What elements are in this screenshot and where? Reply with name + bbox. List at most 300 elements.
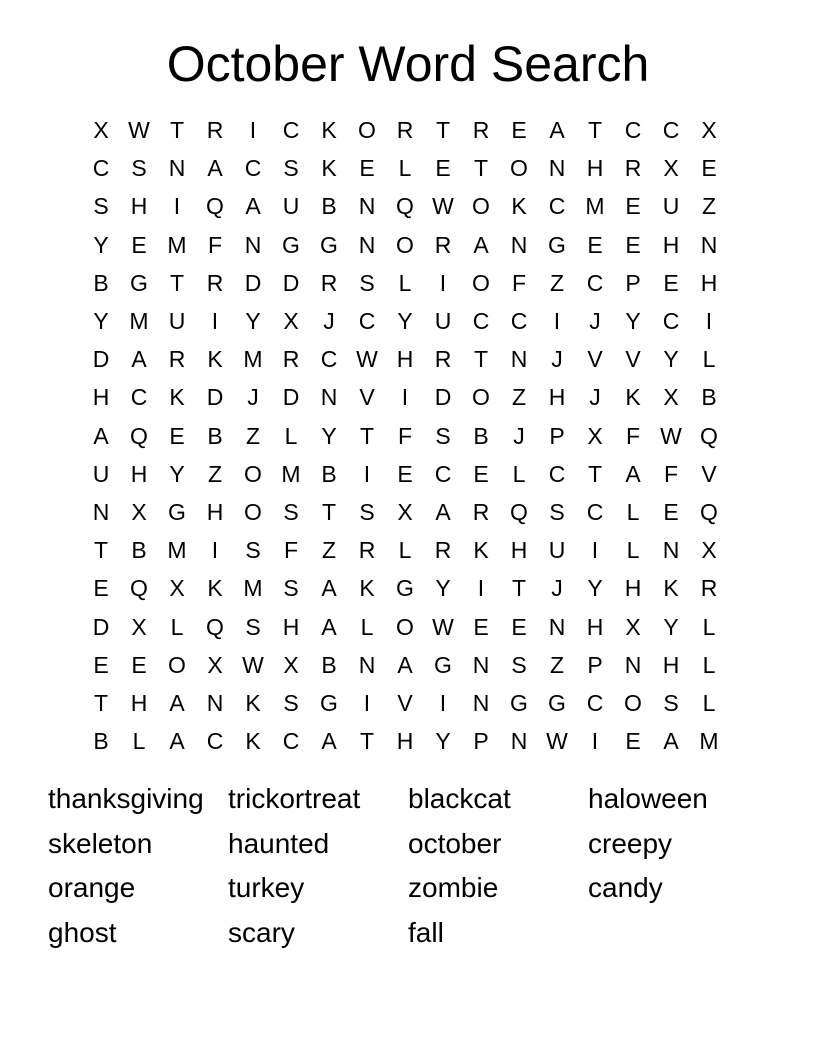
grid-letter: I <box>477 575 485 602</box>
grid-letter: N <box>92 498 110 525</box>
word-list-item: creepy <box>588 827 673 859</box>
grid-letter: Y <box>93 231 109 258</box>
grid-letter: Q <box>130 575 148 602</box>
grid-letter: U <box>548 537 566 564</box>
grid-letter: L <box>398 537 412 564</box>
grid-letter: A <box>321 728 337 755</box>
grid-letter: X <box>283 308 299 335</box>
word-list-item: october <box>408 827 502 859</box>
grid-letter: H <box>282 613 300 640</box>
grid-letter: F <box>207 231 223 258</box>
grid-letter: S <box>245 537 261 564</box>
grid-letter: Y <box>435 575 451 602</box>
grid-letter: G <box>434 651 452 678</box>
grid-letter: O <box>396 613 414 640</box>
grid-letter: O <box>244 498 262 525</box>
grid-letter: R <box>472 498 490 525</box>
word-list-item: zombie <box>408 872 499 904</box>
grid-letter: S <box>663 689 679 716</box>
grid-letter: V <box>701 460 717 487</box>
grid-letter: W <box>546 728 568 755</box>
grid-letter: W <box>432 613 454 640</box>
grid-letter: I <box>211 537 219 564</box>
grid-letter: H <box>396 346 414 373</box>
grid-letter: W <box>128 117 150 144</box>
grid-letter: H <box>130 193 148 220</box>
grid-letter: H <box>662 231 680 258</box>
grid-letter: M <box>585 193 605 220</box>
grid-letter: Y <box>321 422 337 449</box>
grid-letter: Y <box>245 308 261 335</box>
grid-letter: S <box>283 498 299 525</box>
grid-letter: C <box>244 155 262 182</box>
grid-letter: A <box>245 193 261 220</box>
grid-letter: T <box>473 346 489 373</box>
grid-letter: R <box>206 117 224 144</box>
grid-row <box>82 607 728 645</box>
grid-letter: L <box>626 498 640 525</box>
word-list-item: orange <box>48 872 136 904</box>
grid-letter: X <box>131 613 147 640</box>
grid-letter: R <box>434 346 452 373</box>
grid-letter: B <box>131 537 147 564</box>
grid-letter: P <box>473 728 489 755</box>
grid-letter: I <box>439 689 447 716</box>
grid-letter: C <box>624 117 642 144</box>
grid-letter: E <box>625 193 641 220</box>
word-list-item: skeleton <box>48 827 153 859</box>
grid-letter: S <box>283 689 299 716</box>
grid-letter: O <box>472 269 490 296</box>
word-list-item: trickortreat <box>228 783 361 814</box>
grid-letter: S <box>359 498 375 525</box>
grid-letter: N <box>510 346 528 373</box>
grid-letter: G <box>548 689 566 716</box>
grid-letter: L <box>398 155 412 182</box>
grid-row <box>82 646 728 684</box>
word-list-item: thanksgiving <box>48 783 204 814</box>
grid-letter: C <box>282 728 300 755</box>
grid-letter: X <box>93 117 109 144</box>
grid-letter: E <box>93 575 109 602</box>
grid-letter: B <box>321 460 337 487</box>
grid-letter: J <box>323 308 335 335</box>
grid-letter: A <box>93 422 109 449</box>
grid-letter: E <box>93 651 109 678</box>
grid-letter: T <box>435 117 451 144</box>
grid-letter: R <box>168 346 186 373</box>
grid-letter: M <box>243 575 263 602</box>
grid-letter: C <box>472 308 490 335</box>
grid-letter: A <box>207 155 223 182</box>
grid-letter: E <box>473 460 489 487</box>
grid-letter: C <box>586 269 604 296</box>
grid-letter: X <box>625 613 641 640</box>
grid-letter: E <box>131 651 147 678</box>
grid-letter: T <box>321 498 337 525</box>
grid-letter: E <box>625 231 641 258</box>
grid-letter: P <box>625 269 641 296</box>
grid-row <box>82 226 728 264</box>
grid-letter: F <box>397 422 413 449</box>
grid-letter: G <box>282 231 300 258</box>
grid-letter: X <box>701 537 717 564</box>
grid-letter: F <box>625 422 641 449</box>
grid-letter: B <box>701 384 717 411</box>
grid-letter: J <box>589 308 601 335</box>
grid-letter: Y <box>663 613 679 640</box>
grid-letter: D <box>92 613 110 640</box>
grid-letter: Y <box>663 346 679 373</box>
grid-letter: H <box>700 269 718 296</box>
grid-letter: T <box>473 155 489 182</box>
grid-letter: T <box>169 269 185 296</box>
grid-letter: S <box>549 498 565 525</box>
grid-letter: C <box>510 308 528 335</box>
grid-letter: N <box>700 231 718 258</box>
grid-letter: U <box>662 193 680 220</box>
grid-letter: V <box>359 384 375 411</box>
grid-letter: L <box>702 346 716 373</box>
grid-letter: R <box>282 346 300 373</box>
grid-letter: G <box>510 689 528 716</box>
grid-letter: R <box>624 155 642 182</box>
grid-row <box>82 149 728 187</box>
grid-letter: A <box>321 613 337 640</box>
grid-letter: E <box>359 155 375 182</box>
grid-letter: A <box>397 651 413 678</box>
grid-letter: L <box>702 651 716 678</box>
grid-letter: N <box>358 193 376 220</box>
grid-letter: L <box>284 422 298 449</box>
grid-letter: X <box>587 422 603 449</box>
grid-letter: D <box>206 384 224 411</box>
word-list-item: candy <box>588 872 663 904</box>
grid-letter: B <box>321 193 337 220</box>
grid-letter: I <box>363 689 371 716</box>
grid-letter: S <box>245 613 261 640</box>
grid-letter: R <box>206 269 224 296</box>
grid-letter: A <box>625 460 641 487</box>
grid-letter: J <box>551 346 563 373</box>
grid-letter: R <box>434 537 452 564</box>
grid-letter: F <box>283 537 299 564</box>
word-list-item: blackcat <box>408 783 511 814</box>
grid-letter: O <box>472 193 490 220</box>
grid-letter: B <box>207 422 223 449</box>
grid-letter: S <box>93 193 109 220</box>
grid-letter: W <box>432 193 454 220</box>
grid-letter: U <box>282 193 300 220</box>
grid-letter: Q <box>700 498 718 525</box>
grid-letter: I <box>249 117 257 144</box>
grid-letter: S <box>511 651 527 678</box>
page-title: October Word Search <box>166 36 650 92</box>
grid-letter: Y <box>397 308 413 335</box>
grid-letter: C <box>206 728 224 755</box>
grid-letter: O <box>472 384 490 411</box>
grid-letter: S <box>435 422 451 449</box>
grid-letter: Z <box>701 193 717 220</box>
grid-letter: C <box>92 155 110 182</box>
grid-letter: F <box>511 269 527 296</box>
grid-letter: E <box>511 613 527 640</box>
grid-letter: Y <box>435 728 451 755</box>
grid-letter: I <box>211 308 219 335</box>
grid-letter: G <box>548 231 566 258</box>
word-list-item: fall <box>408 917 444 949</box>
grid-letter: K <box>245 728 261 755</box>
grid-letter: R <box>358 537 376 564</box>
grid-letter: O <box>396 231 414 258</box>
grid-letter: H <box>92 384 110 411</box>
grid-letter: Y <box>587 575 603 602</box>
grid-letter: L <box>132 728 146 755</box>
grid-letter: A <box>663 728 679 755</box>
grid-letter: N <box>472 689 490 716</box>
grid-letter: J <box>513 422 525 449</box>
grid-letter: U <box>168 308 186 335</box>
grid-letter: W <box>660 422 682 449</box>
grid-letter: N <box>358 231 376 258</box>
grid-letter: C <box>358 308 376 335</box>
grid-letter: H <box>130 460 148 487</box>
grid-letter: C <box>282 117 300 144</box>
grid-letter: T <box>93 689 109 716</box>
grid-letter: H <box>510 537 528 564</box>
grid-letter: G <box>396 575 414 602</box>
grid-letter: C <box>548 460 566 487</box>
grid-letter: T <box>587 460 603 487</box>
grid-letter: I <box>553 308 561 335</box>
grid-letter: E <box>397 460 413 487</box>
grid-letter: A <box>321 575 337 602</box>
grid-letter: A <box>169 689 185 716</box>
grid-letter: N <box>510 728 528 755</box>
grid-letter: N <box>624 651 642 678</box>
grid-letter: K <box>359 575 375 602</box>
grid-letter: T <box>587 117 603 144</box>
grid-letter: R <box>472 117 490 144</box>
grid-letter: Z <box>321 537 337 564</box>
grid-letter: W <box>356 346 378 373</box>
grid-letter: K <box>245 689 261 716</box>
word-list-item: scary <box>228 917 295 949</box>
grid-letter: D <box>282 269 300 296</box>
grid-letter: X <box>283 651 299 678</box>
grid-letter: B <box>321 651 337 678</box>
grid-letter: O <box>510 155 528 182</box>
grid-letter: K <box>473 537 489 564</box>
letter-grid <box>82 111 728 760</box>
grid-letter: V <box>587 346 603 373</box>
grid-letter: E <box>663 269 679 296</box>
word-list-item: turkey <box>228 872 305 904</box>
grid-row <box>82 684 728 722</box>
grid-letter: D <box>244 269 262 296</box>
grid-letter: L <box>626 537 640 564</box>
grid-letter: Z <box>511 384 527 411</box>
grid-letter: K <box>321 117 337 144</box>
grid-letter: L <box>360 613 374 640</box>
grid-row <box>82 302 728 340</box>
grid-letter: K <box>321 155 337 182</box>
grid-letter: A <box>131 346 147 373</box>
grid-letter: I <box>363 460 371 487</box>
grid-letter: R <box>320 269 338 296</box>
grid-letter: E <box>701 155 717 182</box>
grid-letter: C <box>662 117 680 144</box>
grid-letter: R <box>700 575 718 602</box>
grid-letter: S <box>359 269 375 296</box>
grid-letter: I <box>439 269 447 296</box>
grid-letter: M <box>281 460 301 487</box>
grid-letter: X <box>397 498 413 525</box>
grid-letter: N <box>168 155 186 182</box>
grid-letter: M <box>699 728 719 755</box>
grid-letter: M <box>167 231 187 258</box>
word-list-item: haloween <box>588 783 708 814</box>
grid-letter: U <box>92 460 110 487</box>
grid-letter: H <box>662 651 680 678</box>
grid-letter: C <box>130 384 148 411</box>
grid-row <box>82 340 728 378</box>
grid-letter: E <box>511 117 527 144</box>
grid-letter: X <box>169 575 185 602</box>
grid-letter: P <box>587 651 603 678</box>
grid-letter: N <box>548 613 566 640</box>
grid-letter: E <box>169 422 185 449</box>
grid-letter: M <box>129 308 149 335</box>
grid-letter: Q <box>130 422 148 449</box>
grid-letter: S <box>131 155 147 182</box>
grid-letter: Q <box>206 193 224 220</box>
grid-letter: E <box>131 231 147 258</box>
grid-letter: X <box>663 155 679 182</box>
grid-letter: A <box>169 728 185 755</box>
grid-letter: O <box>168 651 186 678</box>
grid-letter: C <box>586 498 604 525</box>
grid-letter: G <box>168 498 186 525</box>
grid-letter: I <box>591 537 599 564</box>
grid-letter: N <box>320 384 338 411</box>
grid-row <box>82 493 728 531</box>
grid-letter: L <box>398 269 412 296</box>
grid-letter: F <box>663 460 679 487</box>
grid-letter: N <box>472 651 490 678</box>
grid-letter: K <box>207 346 223 373</box>
grid-row <box>82 417 728 455</box>
grid-letter: Y <box>93 308 109 335</box>
grid-letter: W <box>242 651 264 678</box>
grid-letter: M <box>243 346 263 373</box>
grid-letter: T <box>359 728 375 755</box>
grid-letter: Z <box>549 269 565 296</box>
grid-letter: N <box>510 231 528 258</box>
grid-row <box>82 722 728 760</box>
grid-row <box>82 455 728 493</box>
word-list <box>48 779 768 958</box>
grid-letter: K <box>663 575 679 602</box>
grid-letter: K <box>511 193 527 220</box>
grid-letter: T <box>93 537 109 564</box>
grid-letter: T <box>511 575 527 602</box>
grid-letter: V <box>625 346 641 373</box>
grid-letter: N <box>662 537 680 564</box>
grid-letter: Y <box>169 460 185 487</box>
grid-letter: N <box>358 651 376 678</box>
grid-letter: K <box>169 384 185 411</box>
grid-letter: Y <box>625 308 641 335</box>
grid-letter: Q <box>510 498 528 525</box>
grid-letter: N <box>244 231 262 258</box>
grid-letter: D <box>434 384 452 411</box>
grid-letter: I <box>705 308 713 335</box>
grid-letter: N <box>548 155 566 182</box>
grid-letter: E <box>473 613 489 640</box>
grid-letter: H <box>624 575 642 602</box>
grid-letter: J <box>589 384 601 411</box>
grid-letter: C <box>662 308 680 335</box>
grid-letter: L <box>512 460 526 487</box>
grid-letter: H <box>130 689 148 716</box>
grid-letter: C <box>320 346 338 373</box>
grid-letter: M <box>167 537 187 564</box>
grid-letter: H <box>548 384 566 411</box>
grid-letter: H <box>396 728 414 755</box>
grid-row <box>82 569 728 607</box>
grid-letter: G <box>130 269 148 296</box>
grid-letter: G <box>320 689 338 716</box>
grid-letter: J <box>247 384 259 411</box>
grid-letter: A <box>435 498 451 525</box>
grid-letter: L <box>702 613 716 640</box>
grid-letter: C <box>434 460 452 487</box>
grid-letter: Q <box>396 193 414 220</box>
grid-letter: I <box>401 384 409 411</box>
grid-letter: B <box>93 728 109 755</box>
grid-letter: I <box>591 728 599 755</box>
grid-letter: D <box>282 384 300 411</box>
grid-letter: E <box>663 498 679 525</box>
grid-letter: B <box>473 422 489 449</box>
grid-letter: H <box>586 613 604 640</box>
grid-row <box>82 531 728 569</box>
grid-letter: R <box>434 231 452 258</box>
grid-letter: Q <box>700 422 718 449</box>
grid-letter: I <box>173 193 181 220</box>
grid-letter: E <box>625 728 641 755</box>
grid-letter: X <box>131 498 147 525</box>
grid-letter: X <box>207 651 223 678</box>
grid-letter: V <box>397 689 413 716</box>
grid-letter: S <box>283 155 299 182</box>
grid-row <box>82 111 728 149</box>
grid-letter: C <box>586 689 604 716</box>
grid-letter: G <box>320 231 338 258</box>
grid-letter: J <box>551 575 563 602</box>
grid-letter: Z <box>207 460 223 487</box>
grid-letter: P <box>549 422 565 449</box>
grid-letter: O <box>244 460 262 487</box>
grid-letter: N <box>206 689 224 716</box>
grid-letter: Z <box>245 422 261 449</box>
grid-letter: B <box>93 269 109 296</box>
grid-letter: Z <box>549 651 565 678</box>
grid-letter: C <box>548 193 566 220</box>
grid-letter: X <box>663 384 679 411</box>
grid-letter: E <box>435 155 451 182</box>
